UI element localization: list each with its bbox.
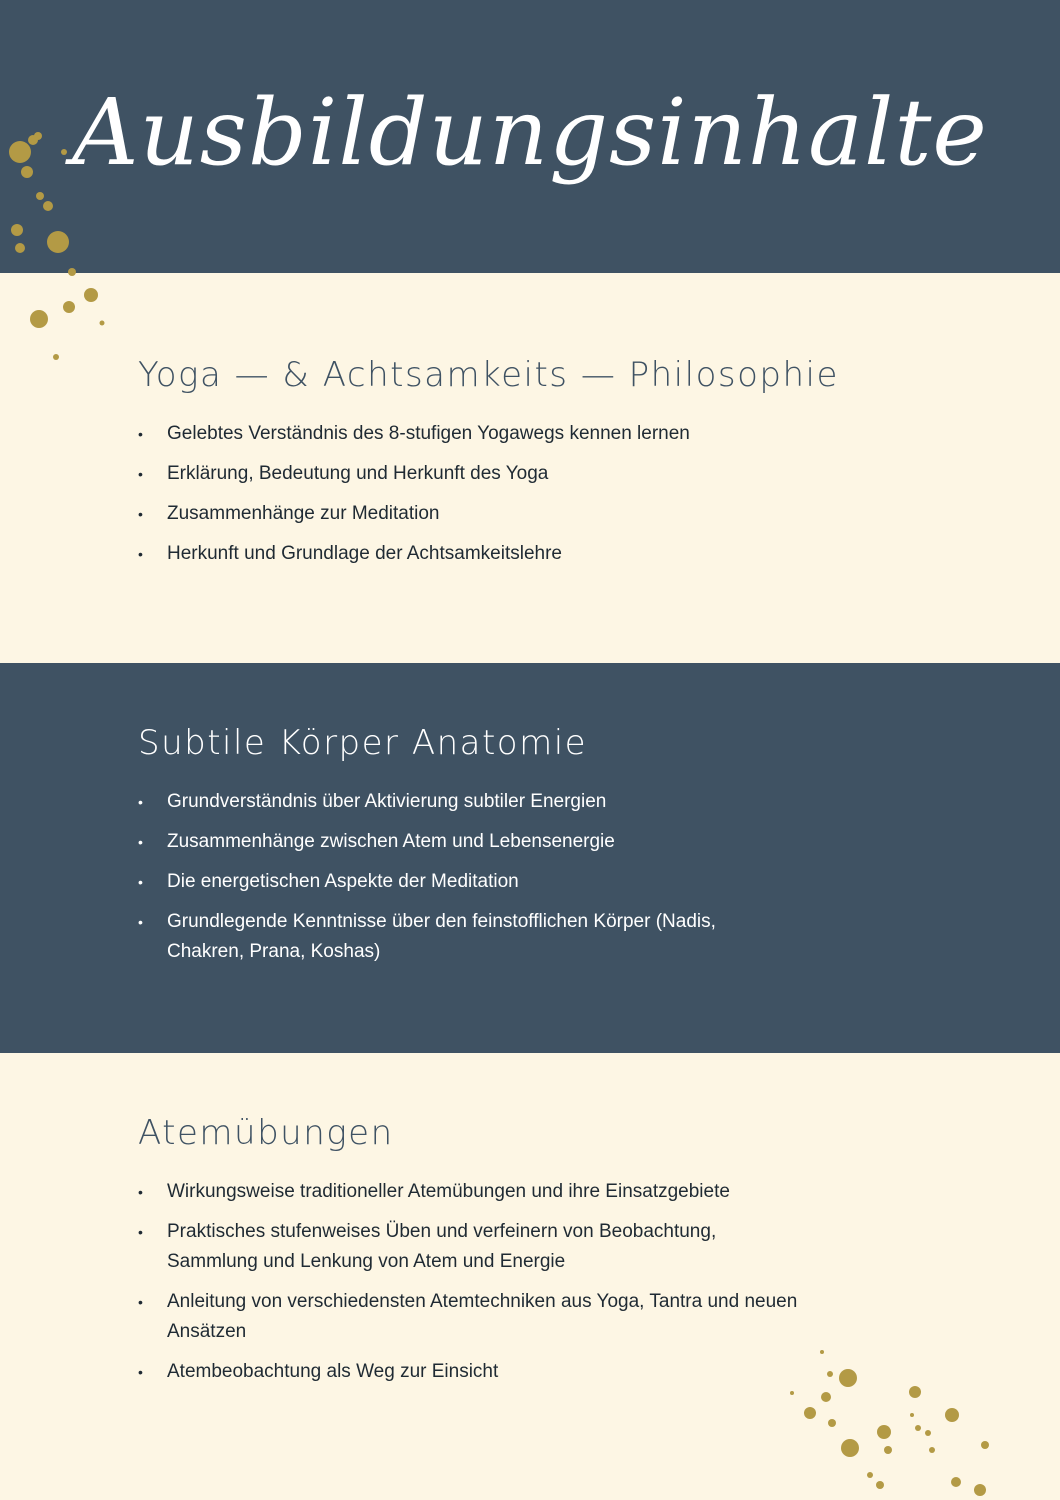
list-item: • Wirkungsweise traditioneller Atemübungen und ihre Einsatzgebiete — [138, 1177, 798, 1207]
section-breathing — [0, 1053, 1060, 1500]
bullet-list — [138, 787, 798, 977]
list-item: • Atembeobachtung als Weg zur Einsicht — [138, 1357, 798, 1387]
list-item: • Grundverständnis über Aktivierung subtiler Energien — [138, 787, 798, 817]
list-item: • Erklärung, Bedeutung und Herkunft des Yoga — [138, 459, 798, 489]
list-item: • Anleitung von verschiedensten Atemtechniken aus Yoga, Tantra und neuen Ansätzen — [138, 1287, 798, 1347]
section-philosophy — [0, 273, 1060, 663]
list-item: • Herkunft und Grundlage der Achtsamkeitslehre — [138, 539, 798, 569]
bullet-list — [138, 1177, 798, 1397]
page-title: Ausbildungsinhalte — [72, 79, 988, 186]
section-anatomy — [0, 663, 1060, 1053]
section-heading: Yoga — & Achtsamkeits — Philosophie — [138, 355, 839, 395]
list-item: • Zusammenhänge zur Meditation — [138, 499, 798, 529]
list-item: • Die energetischen Aspekte der Meditation — [138, 867, 798, 897]
header-band — [0, 0, 1060, 273]
list-item: • Grundlegende Kenntnisse über den feinstofflichen Körper (Nadis, Chakren, Prana, Koshas) — [138, 907, 798, 967]
bullet-list — [138, 419, 798, 579]
list-item: • Zusammenhänge zwischen Atem und Lebensenergie — [138, 827, 798, 857]
section-heading: Atemübungen — [138, 1113, 394, 1153]
list-item: • Praktisches stufenweises Üben und verfeinern von Beobachtung, Sammlung und Lenkung von Atem und Energie — [138, 1217, 798, 1277]
list-item: • Gelebtes Verständnis des 8-stufigen Yogawegs kennen lernen — [138, 419, 798, 449]
section-heading: Subtile Körper Anatomie — [138, 723, 588, 763]
